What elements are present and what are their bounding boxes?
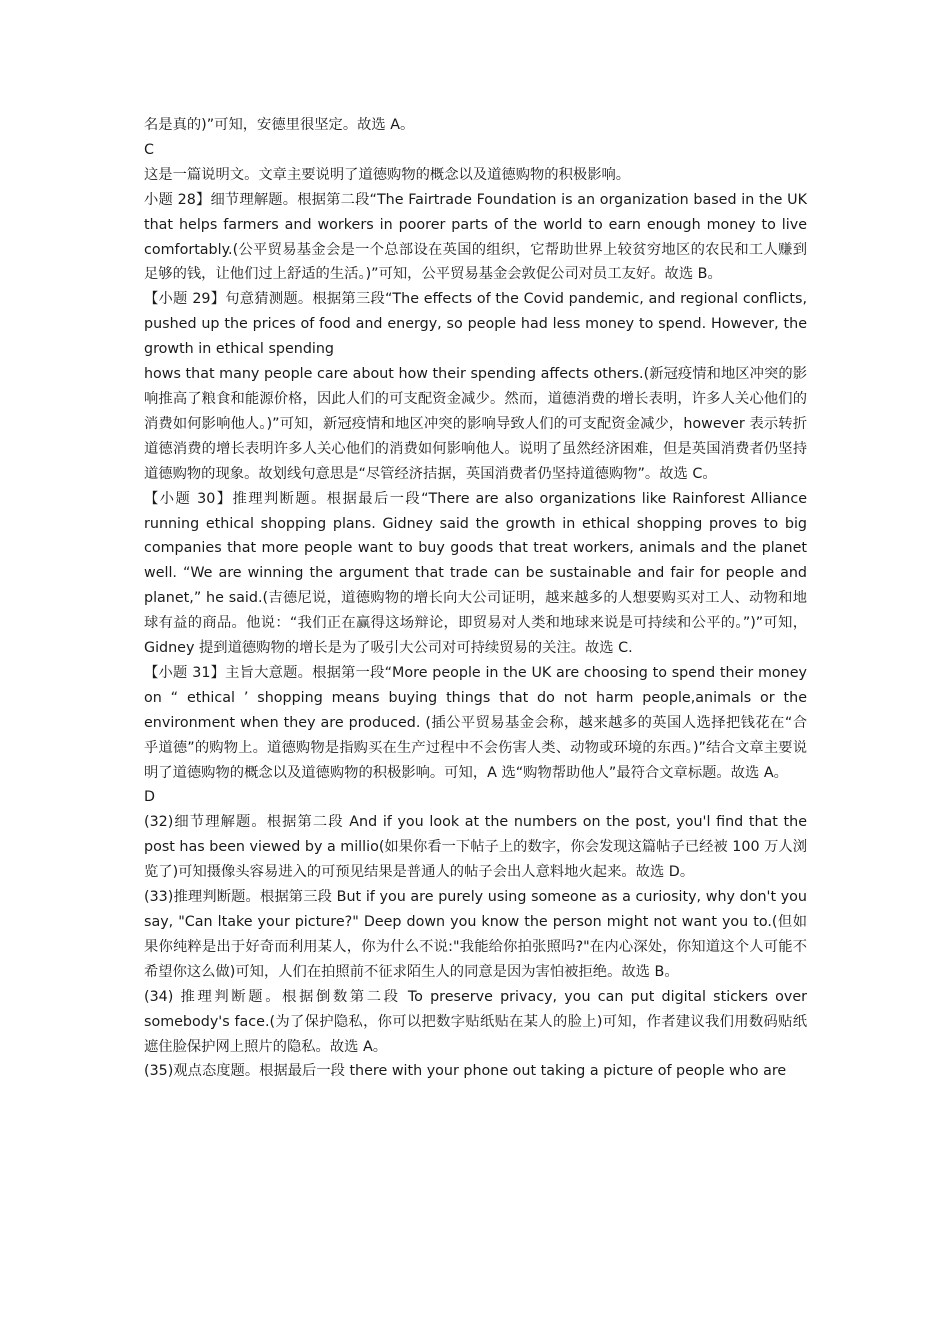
question-31-explanation: 【小题 31】主旨大意题。根据第一段“More people in the UK are choosing to spend their money on “ ethical ’ shopping means buying things that do not harm people,animals or the environment when they are produced. (插公平贸易基金会称，越来越多的英国人选择把钱花在“合乎道德”的购物上。道德购物是指购买在生产过程中不会伤害人类、动物或环境的东西。)”结合文章主要说明了道德购物的概念以及道德购物的积极影响。可知，A 选“购物帮助他人”最符合文章标题。故选 A。 [144, 664, 807, 781]
question-35-explanation: (35)观点态度题。根据最后一段 there with your phone out taking a picture of people who are [144, 1063, 787, 1080]
question-29-explanation-cont: hows that many people care about how their spending affects others.(新冠疫情和地区冲突的影响推高了粮食和能源价格，因此人们的可支配资金减少。然而，道德消费的增长表明，许多人关心他们的消费如何影响他人。)”可知，新冠疫情和地区冲突的影响导致人们的可支配资金减少，however 表示转折道德消费的增长表明许多人关心他们的消费如何影响他人。说明了虽然经济困难，但是英国消费者仍坚持道德购物的现象。故划线句意思是“尽管经济拮据，英国消费者仍坚持道德购物”。故选 C。 [144, 366, 807, 482]
passage-label: C [144, 141, 154, 158]
question-28-explanation: 小题 28】细节理解题。根据第二段“The Fairtrade Foundation is an organization based in the UK that helps farmers and workers in poorer parts of the world to earn enough money to live comfortably.(公平贸易基金会是一个总部设在英国的组织，它帮助世界上较贫穷地区的农民和工人赚到足够的钱，让他们过上舒适的生活。)”可知，公平贸易基金会敦促公司对员工友好。故选 B。 [144, 191, 807, 283]
passage-label: D [144, 789, 156, 806]
question-33-explanation: (33)推理判断题。根据第三段 But if you are purely using someone as a curiosity, why don't you say, "Can ltake your picture?" Deep down you know the person might not want you to.(但如果你纯粹是出于好奇而利用某人，你为什么不说:"我能给你拍张照吗?"在内心深处，你知道这个人可能不希望你这么做)可知，人们在拍照前不征求陌生人的同意是因为害怕被拒绝。故选 B。 [144, 889, 807, 980]
question-30-explanation: 【小题 30】推理判断题。根据最后一段“There are also organizations like Rainforest Alliance running ethical shopping plans. Gidney said the growth in ethical shopping proves to big companies that more people want to buy goods that treat workers, animals and the planet well. “We are winning the argument that trade can be sustainable and fair for people and planet,” he said.(吉德尼说，道德购物的增长向大公司证明，越来越多的人想要购买对工人、动物和地球有益的商品。他说：“我们正在赢得这场辩论，即贸易对人类和地球来说是可持续和公平的。”)”可知，Gidney 提到道德购物的增长是为了吸引大公司对可持续贸易的关注。故选 C. [144, 490, 807, 657]
question-29-explanation: 【小题 29】句意猜测题。根据第三段“The effects of the Covid pandemic, and regional conflicts, pushed up the prices of food and energy, so people had less money to spend. However, the growth in ethical spending [144, 291, 807, 358]
text-line: 名是真的)”可知，安德里很坚定。故选 A。 [144, 117, 415, 133]
text-line: 这是一篇说明文。文章主要说明了道德购物的概念以及道德购物的积极影响。 [144, 166, 631, 183]
question-34-explanation: (34) 推理判断题。根据倒数第二段 To preserve privacy, you can put digital stickers over somebody's face.(为了保护隐私，你可以把数字贴纸贴在某人的脸上)可知，作者建议我们用数码贴纸遮住脸保护网上照片的隐私。故选 A。 [144, 988, 807, 1055]
question-32-explanation: (32)细节理解题。根据第二段 And if you look at the numbers on the post, you'l find that the post has been viewed by a millio(如果你看一下帖子上的数字，你会发现这篇帖子已经被 100 万人浏览了)可知摄像头容易进入的可预见结果是普通人的帖子会出人意料地火起来。故选 D。 [144, 814, 807, 881]
answer-explanations [144, 113, 807, 1084]
